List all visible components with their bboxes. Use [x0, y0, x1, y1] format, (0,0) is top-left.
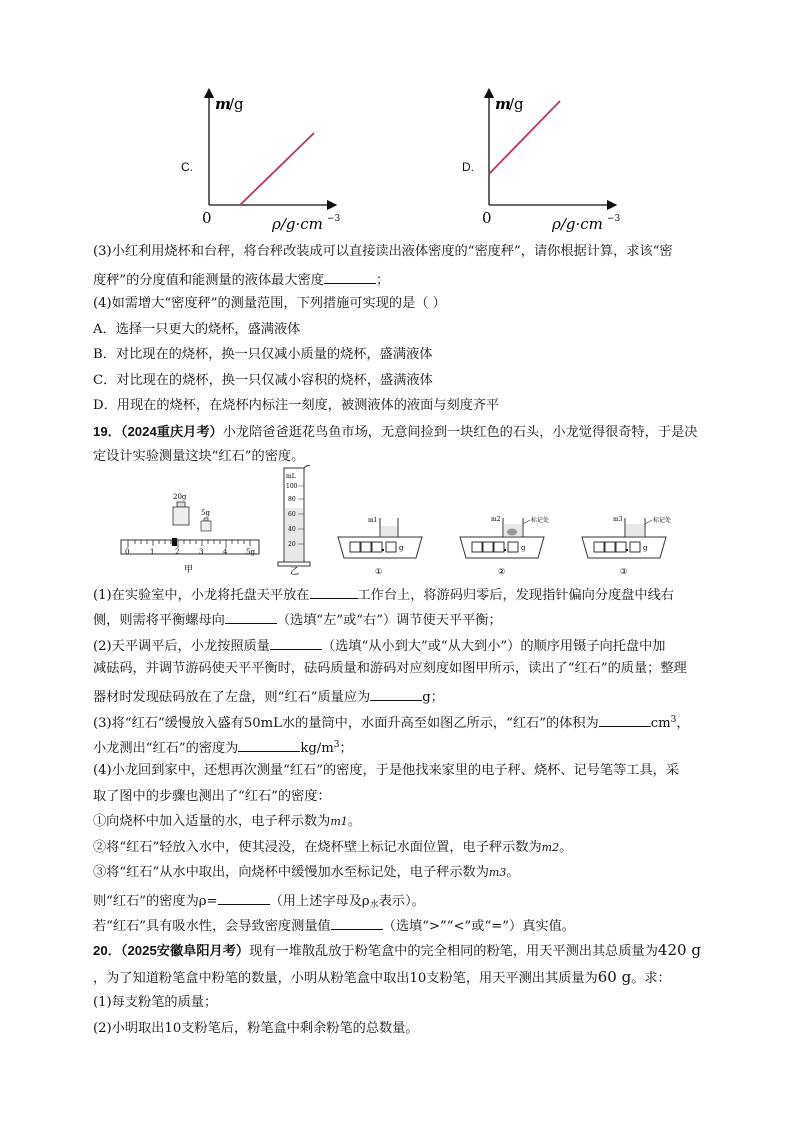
label-step-2: ②: [498, 567, 506, 576]
q18-part3-end: ；: [375, 273, 390, 288]
ruler-tick-4: 4: [223, 548, 228, 556]
graph-c-line: [240, 133, 314, 205]
step3-m3: m3: [613, 516, 623, 523]
q19-p1-text-d: （选填“左”或“右”）调节使天平平衡；: [276, 613, 502, 628]
cyl-tick-100: 100: [286, 483, 298, 490]
q19-p2-text-d: 器材时发现砝码放在了左盘，则“红石”质量应为: [93, 690, 371, 705]
q19-p3-unit-kgm: kg/m: [300, 741, 334, 756]
q19-part3-line2: 小龙测出“红石”的密度为 $kg/m^3$；: [93, 740, 353, 756]
q19-step-3-text: [93, 865, 520, 881]
q19-p3-text-a: (3)将“红石”缓慢放入盛有50mL水的量筒中，水面升高至如图乙所示，“红石”的体积为: [93, 716, 599, 731]
q19-rho-water: ρ: [361, 894, 370, 909]
q20-mass-10: 60 g: [597, 968, 632, 986]
q20-line-2: [93, 969, 671, 987]
q19-s3-end: 。: [506, 865, 520, 880]
q19-p3-blank-2[interactable]: [238, 738, 300, 752]
step1-unit: g: [399, 544, 404, 552]
red-stone: [507, 529, 517, 536]
step2-unit: g: [521, 544, 526, 552]
q19-rho-text-a: 则“红石”的密度为: [93, 894, 199, 909]
graph-d-origin: 0: [482, 209, 492, 227]
q19-part2-line1: [93, 636, 665, 655]
q19-part4-line2: 取了图中的步骤也测出了“红石”的密度：: [93, 789, 331, 804]
graph-c-x-exp: −3: [327, 214, 341, 224]
q18-part3-text: 度秤”的分度值和能测量的液体最大密度: [93, 273, 324, 288]
graph-c-y-unit: /g: [229, 95, 244, 113]
step2-mark: 标记处: [531, 517, 550, 524]
q19-absorb-blank[interactable]: [331, 916, 383, 930]
q19-absorb: [93, 916, 575, 935]
q19-s1-text: ①向烧杯中加入适量的水，电子秤示数为: [93, 814, 331, 829]
ruler-tick-5: 5g: [246, 548, 255, 556]
graph-c-x-label: ρ/g·cm: [272, 215, 323, 233]
q19-intro-2: 定设计实验测量这块“红石”的密度。: [93, 449, 305, 464]
q19-p3-text-d: 小龙测出“红石”的密度为: [93, 741, 239, 756]
q19-s1-end: 。: [347, 814, 361, 829]
q19-p3-end: ；: [339, 741, 353, 756]
q19-p2-text-a: (2)天平调平后，小龙按照质量: [93, 639, 270, 654]
q19-intro-1: 小龙陪爸爸逛花鸟鱼市场，无意间捡到一块红色的石头，小龙觉得很奇特，于是决: [222, 425, 698, 440]
weight-20g: [173, 507, 189, 525]
q19-p1-text-b: 工作台上，将游码归零后，发现指针偏向分度盘中线右: [357, 588, 674, 603]
q19-part2-line3: [93, 687, 444, 706]
q19-p2-text-e: g；: [422, 690, 444, 705]
q19-header: [93, 424, 697, 441]
q19-p3-comma: ，: [676, 716, 690, 731]
q19-number: 19．: [93, 424, 121, 439]
q18-option-a: A．选择一只更大的烧杯，盛满液体: [93, 322, 301, 337]
graph-c-origin: 0: [202, 209, 212, 227]
figure-step-1: [338, 517, 422, 576]
q19-source: （2024重庆月考）: [120, 424, 223, 439]
q20-part1: (1)每支粉笔的质量；: [93, 995, 218, 1010]
graph-d-x-exp: −3: [607, 214, 621, 224]
q19-p1-blank-1[interactable]: [310, 585, 358, 599]
q19-absorb-text-a: 若“红石”具有吸水性，会导致密度测量值: [93, 919, 331, 934]
figure-step-3: [582, 516, 671, 576]
q19-part1-line2: [93, 610, 502, 629]
q18-part3-line1: (3)小红利用烧杯和台秤，将台秤改装成可以直接读出液体密度的“密度秤”，请你根据计算，求该“密: [93, 244, 673, 259]
ruler-tick-3: 3: [199, 548, 204, 556]
q19-p3-blank-1[interactable]: [599, 713, 651, 727]
q20-line-1: 现有一堆散乱放于粉笔盒中的完全相同的粉笔，用天平测出其总质量为: [249, 944, 658, 959]
figure-step-2: [460, 516, 549, 576]
q20-mass-total: 420 g: [657, 941, 701, 959]
ruler-tick-2: 2: [175, 548, 180, 556]
q19-figure: [118, 460, 688, 580]
cyl-tick-60: 60: [288, 511, 296, 518]
label-jia: 甲: [184, 565, 194, 575]
q19-part3-line1: (3)将“红石”缓慢放入盛有50mL水的量筒中，水面升高至如图乙所示，“红石”的体积为 $cm^3$，: [93, 715, 690, 731]
q18-part3-line2: [93, 270, 389, 289]
q18-option-d: D．用现在的烧杯，在烧杯内标注一刻度，被测液体的液面与刻度齐平: [93, 398, 500, 413]
q19-p1-text-c: 侧，则需将平衡螺母向: [93, 613, 225, 628]
q19-absorb-text-b: （选填“>”“<”或“=”）真实值。: [382, 919, 575, 934]
graph-d-y-var: m: [495, 95, 511, 113]
q19-step-2-text: [93, 840, 572, 856]
q20-part2: (2)小明取出10支粉笔后，粉笔盒中剩余粉笔的总数量。: [93, 1021, 419, 1036]
q19-s3-text: ③将“红石”从水中取出，向烧杯中缓慢加水至标记处，电子秤示数为: [93, 865, 489, 880]
step2-m2: m2: [491, 516, 501, 523]
label-yi: 乙: [290, 567, 300, 577]
q19-part1-line1: [93, 585, 674, 604]
q18-option-b: B．对比现在的烧杯，换一只仅减小质量的烧杯，盛满液体: [93, 347, 433, 362]
q19-rho-symbol: ρ=: [198, 894, 218, 909]
q19-rho-text-f: 表示）。: [378, 894, 425, 909]
q19-rho-blank[interactable]: [218, 891, 270, 905]
step3-mark: 标记处: [653, 517, 672, 524]
ruler-tick-1: 1: [150, 548, 155, 556]
q19-rho-water-sub: 水: [369, 900, 379, 910]
step1-m1: m1: [368, 517, 378, 524]
weight-5g-label: 5g: [201, 509, 210, 517]
q19-s3-var: m3: [488, 866, 507, 879]
graph-d: [470, 85, 630, 235]
rider: [172, 538, 177, 546]
label-step-3: ③: [620, 567, 628, 576]
q19-s2-end: 。: [559, 840, 573, 855]
cyl-tick-80: 80: [288, 496, 296, 503]
q19-p2-blank-2[interactable]: [370, 687, 422, 701]
q18-option-c: C．对比现在的烧杯，换一只仅减小容积的烧杯，盛满液体: [93, 373, 433, 388]
q19-s2-text: ②将“红石”轻放入水中，使其浸没，在烧杯壁上标记水面位置，电子秤示数为: [93, 840, 542, 855]
graph-c: [190, 85, 350, 235]
q19-part2-line2: 减砝码，并调节游码使天平平衡时，砝码质量和游码对应刻度如图甲所示，读出了“红石”的质量；整理: [93, 661, 687, 676]
cyl-tick-20: 20: [288, 541, 296, 548]
q19-rho-text-c: （用上述字母及: [269, 894, 362, 909]
q19-p1-blank-2[interactable]: [225, 610, 277, 624]
graph-d-x-label: ρ/g·cm: [552, 215, 603, 233]
q18-part3-blank[interactable]: [324, 270, 376, 284]
q20-line-2b: 。求：: [631, 971, 671, 986]
graph-d-y-unit: /g: [509, 95, 524, 113]
q20-line-2a: ，为了知道粉笔盒中粉笔的数量，小明从粉笔盒中取出10支粉笔，用天平测出其质量为: [93, 971, 598, 986]
q20-number: 20．: [93, 943, 121, 958]
q20-source: （2025安徽阜阳月考）: [120, 943, 250, 958]
weight-5g: [201, 521, 211, 531]
q18-part4: (4)如需增大“密度秤”的测量范围，下列措施可实现的是（ ）: [93, 296, 446, 311]
q19-s1-var: m1: [330, 815, 348, 828]
ruler-tick-0: 0: [125, 548, 130, 556]
weight-20g-label: 20g: [173, 493, 187, 501]
q20-header: [93, 942, 701, 960]
q19-density-formula: [93, 891, 425, 913]
graph-d-label: D.: [462, 160, 474, 174]
q19-p1-text-a: (1)在实验室中，小龙将托盘天平放在: [93, 588, 310, 603]
cylinder-unit: mL: [286, 473, 296, 480]
label-step-1: ①: [375, 567, 383, 576]
q19-s2-var: m2: [541, 841, 560, 854]
graph-c-label: C.: [181, 160, 193, 174]
q19-p3-unit-cm: cm: [650, 716, 671, 731]
q19-step-1-text: [93, 814, 361, 830]
q19-p2-blank-1[interactable]: [270, 636, 322, 650]
q19-p2-text-b: （选填“从小到大”或“从大到小”）的顺序用镊子向托盘中加: [321, 639, 666, 654]
step3-unit: g: [643, 544, 648, 552]
figure-yi-cylinder: [278, 465, 310, 577]
graph-c-y-var: m: [215, 95, 231, 113]
figure-jia-balance: [121, 493, 259, 575]
q19-part4-line1: (4)小龙回到家中，还想再次测量“红石”的密度，于是他找来家里的电子秤、烧杯、记号笔等工具，采: [93, 763, 680, 778]
cyl-tick-40: 40: [288, 526, 296, 533]
